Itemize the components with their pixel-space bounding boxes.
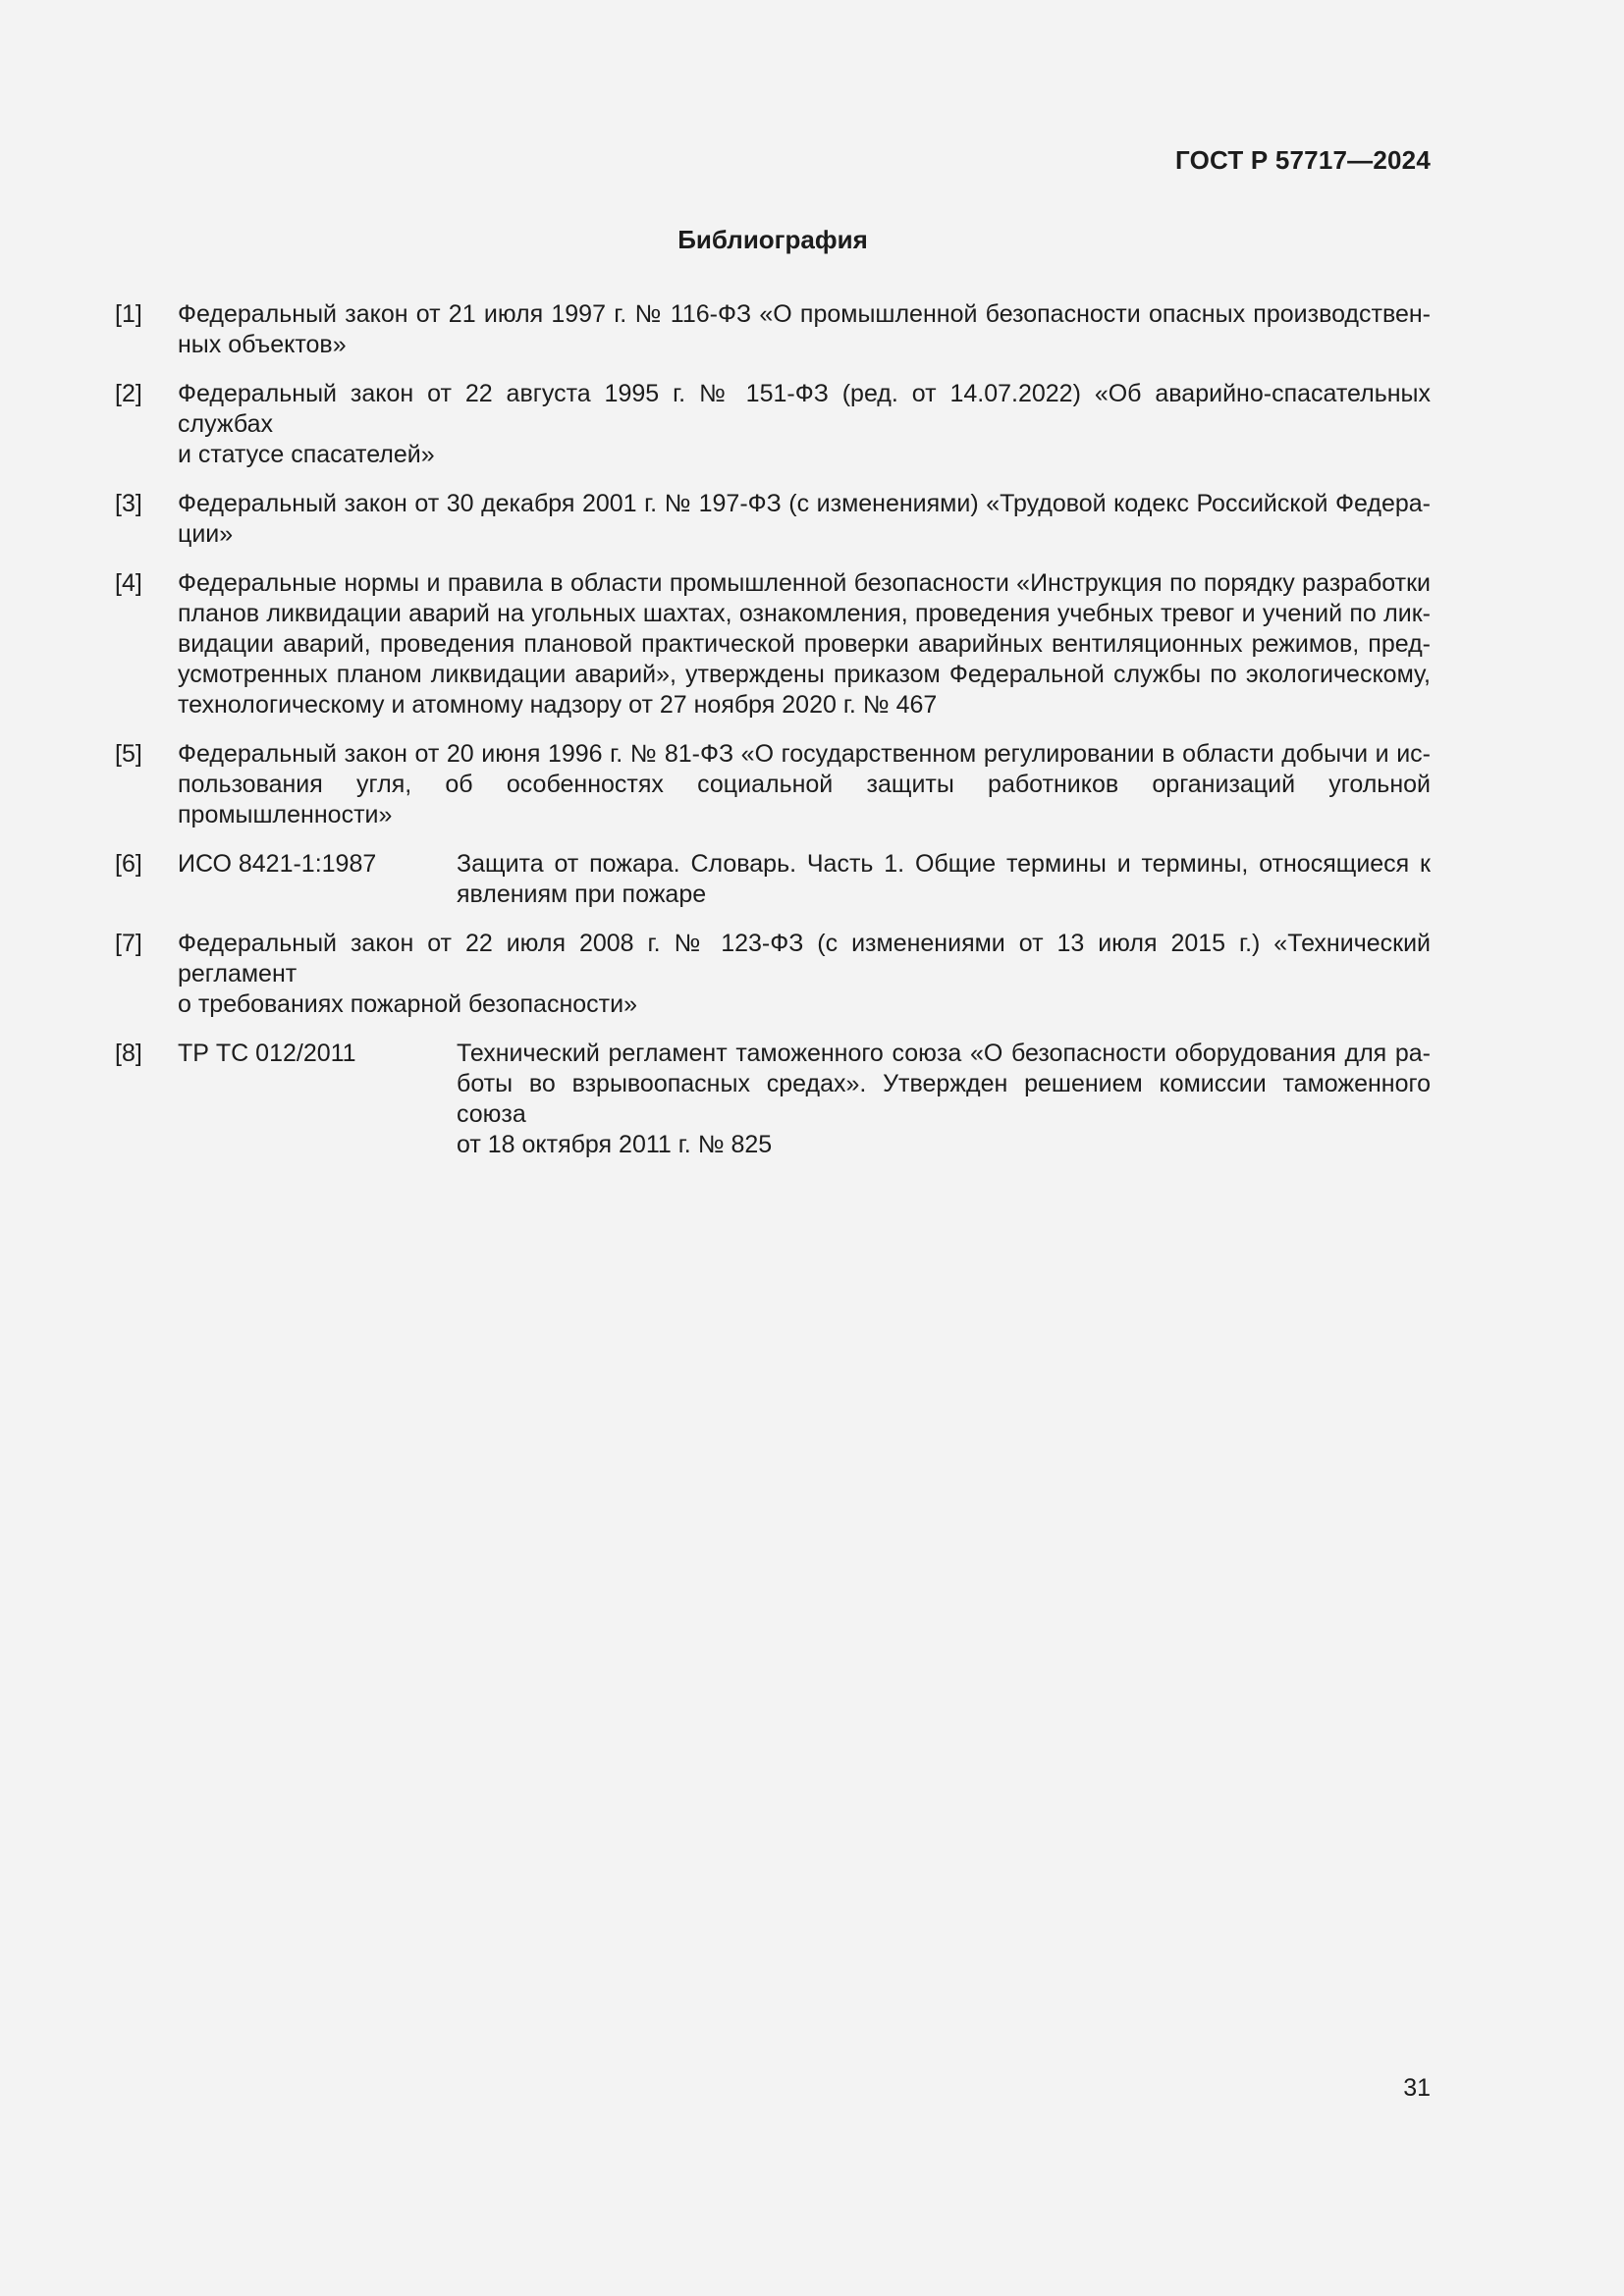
standard-designation: ГОСТ Р 57717—2024 bbox=[1175, 145, 1431, 175]
reference-number: [7] bbox=[115, 930, 142, 957]
reference-item bbox=[115, 489, 1431, 550]
reference-line: технологическому и атомному надзору от 27 ноября 2020 г. № 467 bbox=[178, 691, 938, 719]
reference-item bbox=[115, 929, 1431, 1020]
reference-item bbox=[115, 379, 1431, 470]
reference-line: планов ликвидации аварий на угольных шахтах, ознакомления, проведения учебных тревог и учений по лик- bbox=[178, 600, 1431, 627]
reference-number: [6] bbox=[115, 850, 142, 878]
reference-item bbox=[115, 1039, 1431, 1160]
reference-line: пользования угля, об особенностях социальной защиты работников организаций угольной промышленности» bbox=[178, 771, 1431, 828]
bibliography-list bbox=[115, 299, 1431, 1179]
reference-number: [3] bbox=[115, 490, 142, 517]
reference-text bbox=[178, 739, 1431, 830]
reference-line: боты во взрывоопасных средах». Утвержден решением комиссии таможенного союза bbox=[457, 1070, 1431, 1128]
reference-line: Федеральный закон от 22 августа 1995 г. № 151-ФЗ (ред. от 14.07.2022) «Об аварийно-спасательных службах bbox=[178, 380, 1431, 438]
reference-number: [2] bbox=[115, 380, 142, 407]
reference-line: усмотренных планом ликвидации аварий», утверждены приказом Федеральной службы по экологическому, bbox=[178, 661, 1431, 688]
reference-line: от 18 октября 2011 г. № 825 bbox=[457, 1131, 773, 1158]
reference-number: [1] bbox=[115, 300, 142, 328]
reference-line: Технический регламент таможенного союза «О безопасности оборудования для ра- bbox=[457, 1040, 1431, 1067]
reference-text bbox=[178, 299, 1431, 360]
reference-item bbox=[115, 849, 1431, 910]
reference-item bbox=[115, 299, 1431, 360]
reference-item bbox=[115, 739, 1431, 830]
reference-line: явлениям при пожаре bbox=[457, 881, 707, 908]
reference-line: и статусе спасателей» bbox=[178, 441, 435, 468]
reference-line: Федеральный закон от 30 декабря 2001 г. № 197-ФЗ (с изменениями) «Трудовой кодекс Российской Федера- bbox=[178, 490, 1431, 517]
reference-line: Федеральный закон от 21 июля 1997 г. № 116-ФЗ «О промышленной безопасности опасных производствен- bbox=[178, 300, 1431, 328]
reference-code: ТР ТС 012/2011 bbox=[178, 1040, 356, 1067]
reference-line: Федеральные нормы и правила в области промышленной безопасности «Инструкция по порядку разработки bbox=[178, 569, 1431, 597]
reference-code: ИСО 8421-1:1987 bbox=[178, 850, 377, 878]
reference-line: видации аварий, проведения плановой практической проверки аварийных вентиляционных режимов, пред- bbox=[178, 630, 1431, 658]
reference-number: [4] bbox=[115, 569, 142, 597]
reference-text bbox=[178, 929, 1431, 1020]
reference-text bbox=[457, 1039, 1431, 1160]
reference-text bbox=[178, 489, 1431, 550]
reference-text bbox=[178, 379, 1431, 470]
reference-number: [8] bbox=[115, 1040, 142, 1067]
reference-line: Федеральный закон от 20 июня 1996 г. № 81-ФЗ «О государственном регулировании в области добычи и ис- bbox=[178, 740, 1431, 768]
reference-line: Защита от пожара. Словарь. Часть 1. Общие термины и термины, относящиеся к bbox=[457, 850, 1431, 878]
reference-line: ных объектов» bbox=[178, 331, 347, 358]
reference-text bbox=[457, 849, 1431, 910]
reference-item bbox=[115, 568, 1431, 721]
reference-text bbox=[178, 568, 1431, 721]
reference-line: о требованиях пожарной безопасности» bbox=[178, 990, 637, 1018]
reference-line: ции» bbox=[178, 520, 234, 548]
reference-line: Федеральный закон от 22 июля 2008 г. № 123-ФЗ (с изменениями от 13 июля 2015 г.) «Технический регламент bbox=[178, 930, 1431, 988]
bibliography-heading: Библиография bbox=[677, 225, 868, 254]
reference-number: [5] bbox=[115, 740, 142, 768]
page-number: 31 bbox=[1403, 2074, 1431, 2102]
